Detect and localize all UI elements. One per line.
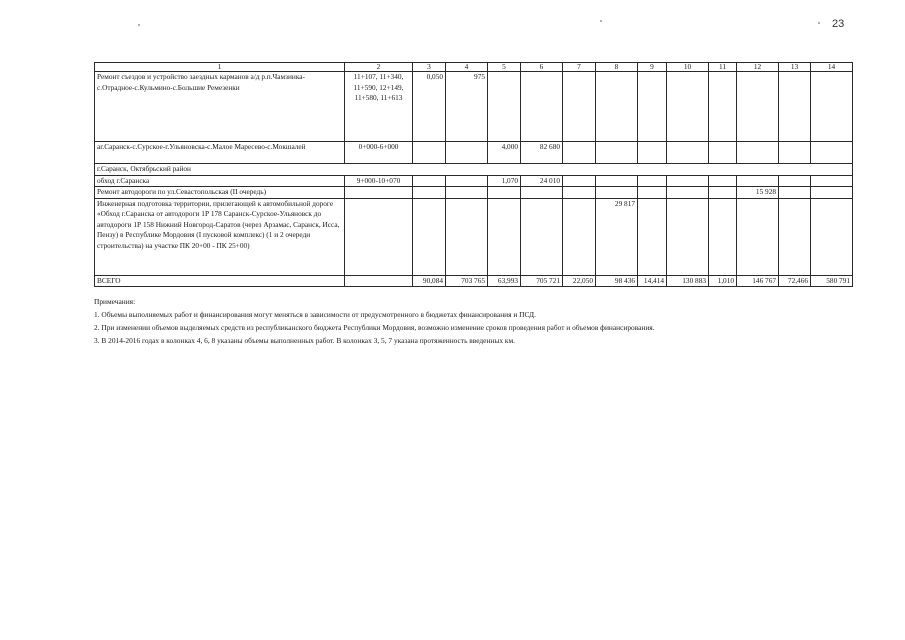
column-header: 11 (709, 63, 737, 72)
table-cell: 0,050 (413, 72, 446, 142)
table-cell (667, 187, 709, 199)
table-cell (563, 142, 596, 164)
table-cell (596, 142, 638, 164)
table-cell: 15 928 (737, 187, 779, 199)
table-row (95, 142, 853, 164)
column-header: 12 (737, 63, 779, 72)
table-cell (563, 198, 596, 275)
table-cell (413, 187, 446, 199)
column-header: 2 (345, 63, 413, 72)
table-cell (709, 142, 737, 164)
table-cell (446, 198, 488, 275)
table-row (95, 187, 853, 199)
table-cell (488, 198, 521, 275)
table-cell (709, 175, 737, 187)
column-header: 7 (563, 63, 596, 72)
table-cell (345, 187, 413, 199)
column-header: 1 (95, 63, 345, 72)
table-cell (521, 187, 563, 199)
table-cell: 11+107, 11+340, 11+590, 12+149, 11+580, 11+613 (345, 72, 413, 142)
table-cell (667, 142, 709, 164)
table-cell (521, 198, 563, 275)
column-header: 10 (667, 63, 709, 72)
column-header: 4 (446, 63, 488, 72)
table-cell (413, 198, 446, 275)
table-cell: 90,084 (413, 275, 446, 287)
table-cell: 1,010 (709, 275, 737, 287)
budget-table (94, 62, 853, 287)
table-cell: 4,000 (488, 142, 521, 164)
table-cell: 705 721 (521, 275, 563, 287)
column-header: 5 (488, 63, 521, 72)
table-cell: 14,414 (638, 275, 667, 287)
table-cell (638, 142, 667, 164)
table-cell (737, 142, 779, 164)
table-cell (345, 275, 413, 287)
table-cell (811, 187, 853, 199)
table-cell (779, 187, 811, 199)
table-cell (345, 198, 413, 275)
table-cell (563, 187, 596, 199)
table-cell: 82 680 (521, 142, 563, 164)
table-cell (779, 142, 811, 164)
table-cell (596, 72, 638, 142)
table-cell (596, 187, 638, 199)
scan-speck (138, 24, 140, 26)
row-name: Инженерная подготовка территории, прилегающей к автомобильной дороге «Обход г.Саранска от автодороги 1Р 178 Саранск-Сурское-Ульяновск до автодороги 1Р 158 Нижний Новгород-Саратов (через Арзамас, Саранск, Исса, Пензу) в Республике Мордовия (I пусковой комплекс) (1 и 2 очереди строительства) на участке ПК 20+00 - ПК 25+00) (95, 198, 345, 275)
table-header-row (95, 63, 853, 72)
row-name: Ремонт автодороги по ул.Севастопольская (II очередь) (95, 187, 345, 199)
table-cell (811, 72, 853, 142)
table-total-row (95, 275, 853, 287)
table-cell (446, 175, 488, 187)
table-cell: 22,050 (563, 275, 596, 287)
table-cell: 63,993 (488, 275, 521, 287)
row-name: обход г.Саранска (95, 175, 345, 187)
table-cell: 703 765 (446, 275, 488, 287)
table-cell (709, 198, 737, 275)
table-cell (811, 142, 853, 164)
page-number: 23 (832, 18, 845, 30)
table-cell (488, 187, 521, 199)
table-cell: 146 767 (737, 275, 779, 287)
row-name: аг.Саранск-с.Сурское-г.Ульяновска-с.Малое Маресево-с.Мокшалей (95, 142, 345, 164)
table-cell: 130 883 (667, 275, 709, 287)
table-cell (638, 187, 667, 199)
table-row (95, 72, 853, 142)
scan-speck (818, 22, 820, 24)
table-cell (413, 175, 446, 187)
table-cell: 975 (446, 72, 488, 142)
column-header: 3 (413, 63, 446, 72)
table-cell: 9+000-10+070 (345, 175, 413, 187)
table-cell (667, 198, 709, 275)
table-cell (811, 175, 853, 187)
table-cell (709, 72, 737, 142)
table-cell (638, 198, 667, 275)
table-cell (638, 72, 667, 142)
table-cell: 98 436 (596, 275, 638, 287)
table-cell (488, 72, 521, 142)
notes-section (94, 295, 854, 347)
table-cell (779, 175, 811, 187)
table-cell (779, 72, 811, 142)
note-item: 2. При изменении объемов выделяемых средств из республиканского бюджета Республики Мордовия, возможно изменение сроков проведения работ и объемов финансирования. (94, 323, 655, 332)
table-cell: 29 817 (596, 198, 638, 275)
table-cell (811, 198, 853, 275)
table-cell: 24 010 (521, 175, 563, 187)
note-item: 3. В 2014-2016 годах в колонках 4, 6, 8 указаны объемы выполненных работ. В колонках 3, 5, 7 указана протяженность введенных км. (94, 336, 515, 345)
table-cell: 580 791 (811, 275, 853, 287)
scan-speck (600, 20, 602, 22)
table-cell: 1,070 (488, 175, 521, 187)
row-name: ВСЕГО (95, 275, 345, 287)
table-cell (446, 142, 488, 164)
table-cell: 0+000-6+000 (345, 142, 413, 164)
section-title: г.Саранск, Октябрьский район (95, 164, 853, 176)
table-cell (709, 187, 737, 199)
table-cell (563, 72, 596, 142)
table-cell (446, 187, 488, 199)
table-row (95, 175, 853, 187)
column-header: 9 (638, 63, 667, 72)
row-name: Ремонт съездов и устройство заездных карманов а/д р.п.Чамзинка-с.Отрадное-с.Кульмино-с.Большие Ремезенки (95, 72, 345, 142)
table-cell (667, 72, 709, 142)
table-row (95, 198, 853, 275)
column-header: 8 (596, 63, 638, 72)
table-cell (779, 198, 811, 275)
table-cell (667, 175, 709, 187)
note-item: 1. Объемы выполняемых работ и финансирования могут меняться в зависимости от предусмотренного в бюджетах финансирования и ПСД. (94, 310, 536, 319)
table-cell (413, 142, 446, 164)
table-cell: 72,466 (779, 275, 811, 287)
table-cell (596, 175, 638, 187)
column-header: 14 (811, 63, 853, 72)
table-cell (737, 198, 779, 275)
table-section-row (95, 164, 853, 176)
column-header: 13 (779, 63, 811, 72)
table-cell (521, 72, 563, 142)
table-cell (737, 175, 779, 187)
column-header: 6 (521, 63, 563, 72)
notes-title: Примечания: (94, 297, 136, 306)
table-cell (638, 175, 667, 187)
table-cell (563, 175, 596, 187)
table-cell (737, 72, 779, 142)
